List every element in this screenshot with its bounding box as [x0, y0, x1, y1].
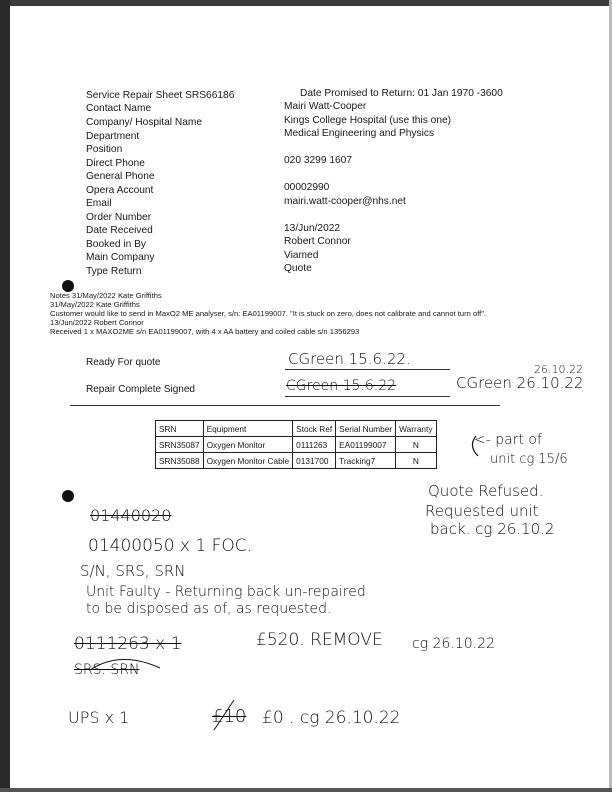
field-label: Company/ Hospital Name — [86, 117, 203, 128]
field-label: Department — [86, 131, 140, 142]
table-cell: SRN35088 — [156, 453, 204, 469]
scribble-stroke — [214, 700, 234, 730]
notes-line: Customer would like to send in MaxO2 ME analyser, s/n: EA01199007. "It is stuck on zero, does not calibrate and cannot turn off". — [50, 309, 487, 318]
handwritten-note: Requested unit — [425, 502, 539, 520]
col-header: Warranty — [396, 421, 436, 437]
field-value: Quote — [284, 263, 312, 274]
handwritten-signature-struck: CGreen 15.6.22 — [286, 378, 397, 394]
handwritten-line: cg 26.10.22 — [412, 636, 495, 652]
handwritten-line: £0 . cg 26.10.22 — [262, 708, 401, 728]
ready-for-quote-label: Ready For quote — [86, 357, 161, 368]
col-header: Equipment — [203, 421, 293, 437]
handwritten-signature: CGreen 26.10.22 — [456, 374, 584, 392]
handwritten-annotation: <- part of — [474, 432, 542, 448]
field-value: Mairi Watt-Cooper — [284, 101, 367, 112]
col-header: Stock Ref — [293, 421, 336, 437]
field-label: Email — [86, 198, 112, 209]
notes-line: 31/May/2022 Kate Griffiths — [50, 300, 140, 309]
field-value: Medical Engineering and Physics — [284, 128, 435, 139]
notes-line: Received 1 x MAXO2ME s/n EA01199007, with 4 x AA battery and coiled cable s/n 1356293 — [50, 327, 360, 336]
field-label: General Phone — [86, 171, 155, 182]
field-value: Viamed — [284, 250, 319, 261]
bracket-stroke — [472, 436, 478, 456]
col-header: Serial Number — [336, 421, 396, 437]
handwritten-signature: CGreen 15.6.22. — [288, 350, 411, 368]
table-cell: Oxygen Monitor Cable — [203, 453, 293, 469]
table-cell: N — [396, 453, 436, 469]
handwritten-struck-item: SRS. SRN — [74, 662, 140, 678]
table-cell: SRN35087 — [156, 437, 204, 453]
notes-line: 13/Jun/2022 Robert Connor — [50, 318, 144, 327]
field-label: Contact Name — [86, 103, 152, 114]
field-value: Kings College Hospital (use this one) — [284, 115, 452, 126]
table-cell: 0131700 — [293, 453, 336, 469]
table-cell: EA01199007 — [336, 437, 396, 453]
handwritten-struck-code: 01440020 — [90, 506, 172, 525]
field-label: Direct Phone — [86, 158, 145, 169]
field-label: Type Return — [86, 266, 142, 277]
field-value: mairi.watt-cooper@nhs.net — [284, 196, 406, 207]
field-label: Order Number — [86, 212, 152, 223]
field-value: 020 3299 1607 — [284, 155, 352, 166]
date-promised: Date Promised to Return: 01 Jan 1970 -3600 — [300, 88, 503, 99]
field-label: Main Company — [86, 252, 155, 263]
field-value: 13/Jun/2022 — [284, 223, 341, 234]
field-label: Date Received — [86, 225, 153, 236]
field-value: 00002990 — [284, 182, 330, 193]
handwritten-date: 26.10.22 — [534, 363, 583, 376]
handwritten-line: £520. REMOVE — [256, 630, 383, 650]
table-cell: Tracking7 — [336, 453, 396, 469]
handwritten-line: UPS x 1 — [68, 708, 130, 727]
notes-line: Notes 31/May/2022 Kate Griffiths — [50, 291, 162, 300]
sheet-title: Service Repair Sheet SRS66186 — [86, 90, 235, 101]
field-label: Position — [86, 144, 123, 155]
field-label: Opera Account — [86, 185, 154, 196]
handwritten-struck-price: £10 — [212, 706, 247, 727]
handwritten-note: back. cg 26.10.2 — [430, 520, 555, 538]
table-cell: Oxygen Monitor — [203, 437, 293, 453]
handwritten-line: Unit Faulty - Returning back un-repaired — [86, 584, 366, 600]
handwritten-note: Quote Refused. — [428, 482, 544, 500]
handwritten-line: 01400050 x 1 FOC. — [88, 536, 253, 556]
field-value: Robert Connor — [284, 236, 351, 247]
handwritten-annotation: unit cg 15/6 — [490, 452, 568, 467]
col-header: SRN — [156, 421, 204, 437]
table-cell: 0111263 — [293, 437, 336, 453]
handwritten-struck-item: 0111263 x 1 — [74, 634, 182, 654]
scribble-stroke — [90, 659, 160, 670]
handwritten-line: to be disposed as of, as requested. — [86, 601, 332, 617]
field-label: Booked in By — [86, 239, 147, 250]
repair-complete-label: Repair Complete Signed — [86, 384, 195, 395]
handwritten-line: S/N, SRS, SRN — [80, 562, 186, 580]
table-cell: N — [396, 437, 436, 453]
